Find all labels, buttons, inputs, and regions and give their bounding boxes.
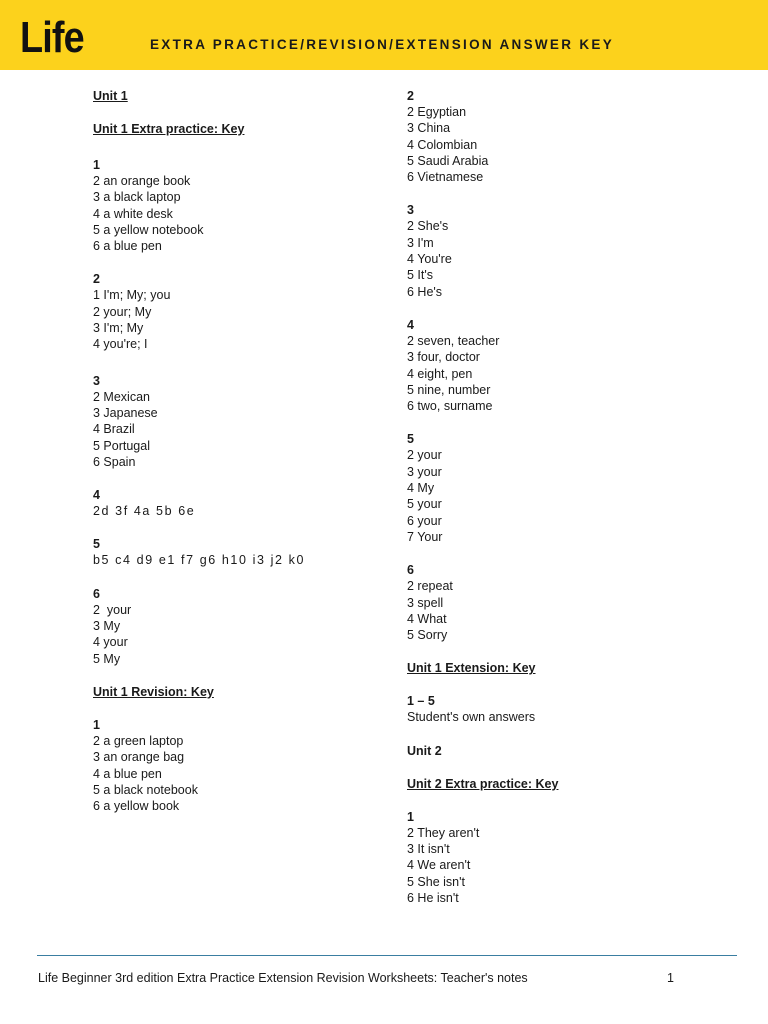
exercise-block xyxy=(407,317,707,414)
answer-line: 3 My xyxy=(93,619,121,634)
answer-line: 5 Portugal xyxy=(93,438,150,453)
answer-line: 2 repeat xyxy=(407,579,453,594)
section-heading-extra-practice: Unit 2 Extra practice: Key xyxy=(407,776,559,791)
section-heading-revision: Unit 1 Revision: Key xyxy=(93,684,214,699)
exercise-number: 1 xyxy=(93,158,100,172)
answer-line: 4 a white desk xyxy=(93,206,173,221)
answer-line: 1 I'm; My; you xyxy=(93,288,171,303)
exercise-number: 3 xyxy=(407,203,414,218)
answer-line: 2d 3f 4a 5b 6e xyxy=(93,504,196,519)
answer-line: 6 He isn't xyxy=(407,890,459,905)
exercise-number: 6 xyxy=(407,563,414,578)
answer-line: 2 Mexican xyxy=(93,389,150,404)
answer-line: 6 a blue pen xyxy=(93,239,162,254)
answer-line: 3 four, doctor xyxy=(407,350,480,365)
answer-line: 6 your xyxy=(407,513,442,528)
left-column xyxy=(93,88,383,814)
exercise-number: 3 xyxy=(93,373,100,388)
answer-line: 4 What xyxy=(407,611,447,626)
answer-line: 5 My xyxy=(93,651,121,666)
exercise-block xyxy=(407,88,707,185)
answer-line: 6 two, surname xyxy=(407,399,493,414)
exercise-number: 5 xyxy=(93,537,100,552)
answer-line: 6 a yellow book xyxy=(93,799,180,814)
exercise-number: 5 xyxy=(407,432,414,447)
answer-line: 3 your xyxy=(407,464,442,479)
section-heading-extra-practice: Unit 1 Extra practice: Key xyxy=(93,122,245,136)
exercise-block xyxy=(407,562,707,643)
exercise-block xyxy=(407,809,707,906)
exercise-block xyxy=(93,271,383,352)
exercise-block xyxy=(407,693,707,725)
answer-line: 5 Sorry xyxy=(407,628,448,643)
answer-line: 2 your xyxy=(93,602,132,617)
answer-line: 5 your xyxy=(407,497,442,512)
answer-line: 3 an orange bag xyxy=(93,750,185,765)
exercise-block xyxy=(93,373,383,470)
exercise-number: 4 xyxy=(93,488,100,503)
answer-line: 2 They aren't xyxy=(407,825,480,840)
answer-line: 3 I'm xyxy=(407,235,434,250)
exercise-block xyxy=(93,157,383,254)
answer-line: 6 Spain xyxy=(93,454,136,469)
answer-line: 4 Colombian xyxy=(407,137,478,152)
answer-line: 3 It isn't xyxy=(407,842,450,857)
answer-line: 3 China xyxy=(407,121,451,136)
answer-line: 4 a blue pen xyxy=(93,766,162,781)
answer-line: 7 Your xyxy=(407,529,443,544)
header-band xyxy=(0,0,768,70)
answer-line: 4 you're; I xyxy=(93,337,148,352)
answer-line: 2 your xyxy=(407,448,442,463)
exercise-block xyxy=(93,586,383,667)
unit-title: Unit 2 xyxy=(407,743,442,758)
footer-divider xyxy=(37,955,737,956)
page-title: EXTRA PRACTICE/REVISION/EXTENSION ANSWER KEY xyxy=(150,37,614,52)
exercise-number: 4 xyxy=(407,317,414,332)
section-heading-extension: Unit 1 Extension: Key xyxy=(407,661,536,676)
page-number: 1 xyxy=(667,971,674,985)
answer-line: 3 a black laptop xyxy=(93,190,181,205)
exercise-block xyxy=(407,202,707,299)
unit-title: Unit 1 xyxy=(93,89,128,103)
exercise-block xyxy=(407,431,707,545)
exercise-block xyxy=(93,487,383,519)
exercise-block xyxy=(93,536,383,568)
answer-line: 6 He's xyxy=(407,284,443,299)
answer-line: 4 My xyxy=(407,481,435,496)
answer-line: 2 your; My xyxy=(93,304,152,319)
answer-line: 4 Brazil xyxy=(93,422,135,437)
footer-text: Life Beginner 3rd edition Extra Practice Extension Revision Worksheets: Teacher's notes xyxy=(38,971,528,985)
answer-line: 2 Egyptian xyxy=(407,105,467,119)
answer-line: 2 a green laptop xyxy=(93,733,184,748)
answer-line: 3 Japanese xyxy=(93,405,158,420)
answer-line: 6 Vietnamese xyxy=(407,170,484,185)
life-logo: Life xyxy=(20,13,84,62)
answer-line: 2 She's xyxy=(407,219,449,234)
answer-line: 5 Saudi Arabia xyxy=(407,153,489,168)
answer-line: 5 a black notebook xyxy=(93,782,198,797)
exercise-number: 6 xyxy=(93,586,100,601)
answer-line: 4 eight, pen xyxy=(407,366,473,381)
answer-line: 4 your xyxy=(93,635,128,650)
answer-line: 5 It's xyxy=(407,268,434,283)
exercise-number: 1 xyxy=(93,717,100,732)
exercise-block xyxy=(93,717,383,814)
exercise-number: 1 – 5 xyxy=(407,694,435,709)
answer-line: 2 an orange book xyxy=(93,174,191,188)
exercise-number: 1 xyxy=(407,809,414,824)
answer-line: 5 nine, number xyxy=(407,382,491,397)
answer-line: 2 seven, teacher xyxy=(407,333,500,348)
answer-line: 5 a yellow notebook xyxy=(93,222,204,237)
answer-line: 3 spell xyxy=(407,595,444,610)
answer-line: 4 We aren't xyxy=(407,858,471,873)
answer-line: b5 c4 d9 e1 f7 g6 h10 i3 j2 k0 xyxy=(93,553,306,568)
exercise-number: 2 xyxy=(407,89,414,103)
exercise-number: 2 xyxy=(93,272,100,287)
answer-line: Student's own answers xyxy=(407,710,536,725)
right-column xyxy=(407,88,707,906)
answer-line: 3 I'm; My xyxy=(93,321,144,336)
answer-line: 5 She isn't xyxy=(407,874,465,889)
answer-line: 4 You're xyxy=(407,252,452,267)
